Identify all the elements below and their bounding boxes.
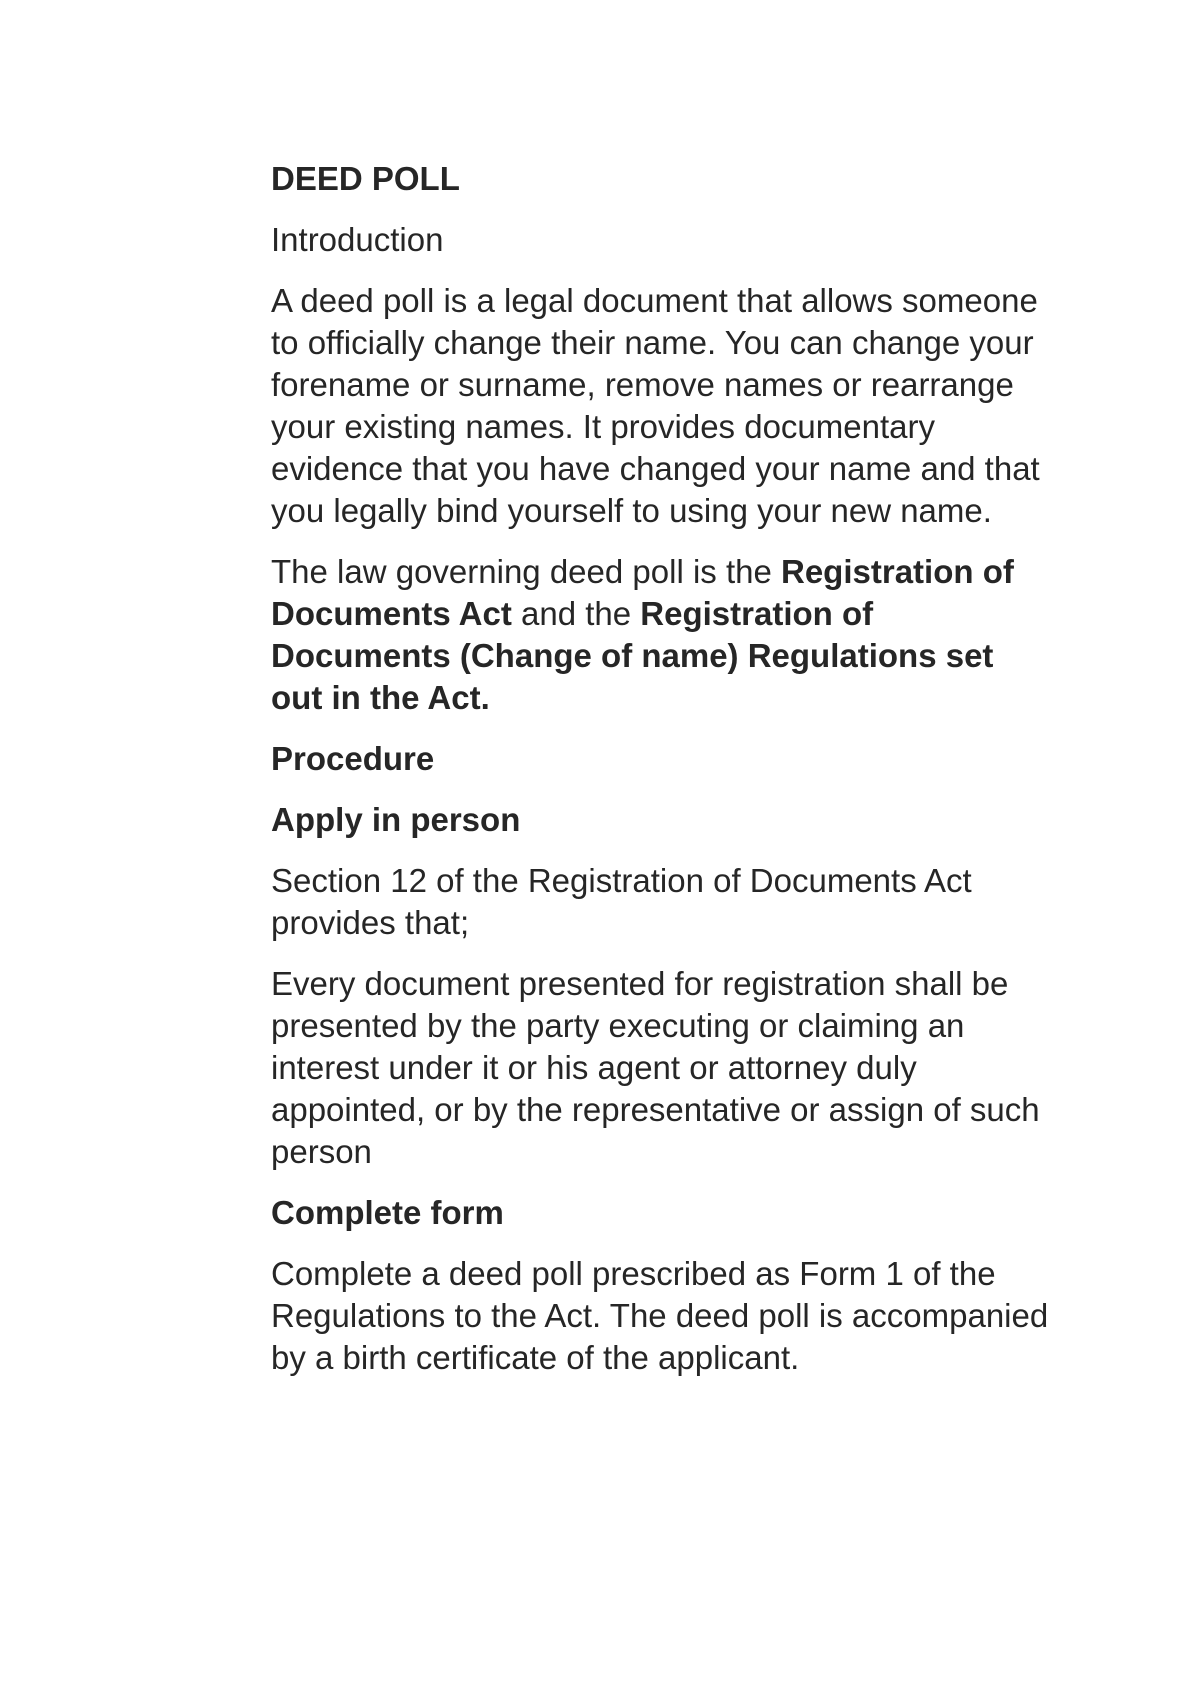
law-paragraph-lead: The law governing deed poll is the <box>271 553 781 590</box>
quote-paragraph: Every document presented for registration shall be presented by the party executing or claiming an interest under it or his agent or attorney duly appointed, or by the representative or assign of such person <box>271 965 1040 1170</box>
apply-in-person-heading: Apply in person <box>271 801 521 838</box>
law-paragraph <box>271 551 1051 719</box>
complete-form-heading: Complete form <box>271 1194 504 1231</box>
intro-paragraph: A deed poll is a legal document that allows someone to officially change their name. You can change your forename or surname, remove names or rearrange your existing names. It provides documentary evidence that you have changed your name and that you legally bind yourself to using your new name. <box>271 282 1040 529</box>
law-paragraph-connector: and the <box>511 595 641 632</box>
complete-form-paragraph: Complete a deed poll prescribed as Form 1 of the Regulations to the Act. The deed poll is accompanied by a birth certificate of the applicant. <box>271 1255 1049 1376</box>
regulations-name: Registration of Documents (Change of name) Regulations set out in the Act. <box>271 595 994 716</box>
section-paragraph: Section 12 of the Registration of Documents Act provides that; <box>271 862 972 941</box>
introduction-heading: Introduction <box>271 221 444 258</box>
act-name: Registration of Documents Act <box>271 553 1014 632</box>
document-title: DEED POLL <box>271 160 460 197</box>
procedure-heading: Procedure <box>271 740 435 777</box>
document-body <box>271 158 1051 1398</box>
